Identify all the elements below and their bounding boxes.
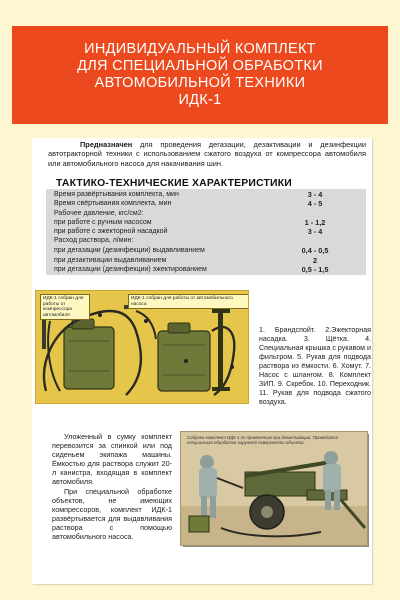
usage-paragraph-2: При специальной обработке объектов, не имеющих компрессоров, комплект ИДК-1 развёртывается для выдавливания раствора с помощью автомобильного насоса. [52, 486, 172, 542]
spec-row [54, 256, 364, 265]
photo-label-left: ИДК-1 собран для работы от компрессора автомобиля [40, 294, 90, 320]
parts-legend: 1. Брандспойт. 2.Эжекторная насадка. 3. Щётка. 4. Специальная крышка с рукавом и фильтром. 5. Рукав для подвода раствора из ёмкости. 6. Хомут. 7. Насос с шлангом. 8. Комплект ЗИП. 9. Скребок. 10. Переходник. 11. Рукав для подвода сжатого воздуха. [259, 326, 371, 406]
spec-row [54, 190, 364, 199]
photo-label-right: ИДК-1 собран для работы от автомобильного насоса [128, 294, 249, 309]
spec-value: 0,5 - 1,5 [301, 264, 329, 274]
spec-row [54, 227, 364, 236]
field-drawing [181, 432, 367, 545]
spec-label: при работе с эжекторной насадкой [54, 227, 168, 235]
title-line-2: ДЛЯ СПЕЦИАЛЬНОЙ ОБРАБОТКИ [77, 58, 323, 74]
spec-label: Время свёртывания комплекта, мин [54, 200, 172, 207]
usage-text [52, 432, 172, 541]
spec-row [54, 265, 364, 274]
spec-label: Время развёртывания комплекта, мин [54, 191, 179, 198]
title-line-3: АВТОМОБИЛЬНОЙ ТЕХНИКИ [94, 75, 306, 91]
intro-lead: Предназначен [80, 140, 133, 149]
specs-table [46, 189, 366, 275]
title-line-4: ИДК-1 [178, 92, 222, 108]
spec-row [54, 236, 364, 245]
spec-value: 1 - 1,2 [304, 217, 326, 227]
specs-title: ТАКТИКО-ТЕХНИЧЕСКИЕ ХАРАКТЕРИСТИКИ [56, 178, 292, 189]
spec-value: 3 - 4 [307, 226, 323, 236]
spec-value: 2 [312, 255, 318, 265]
intro-paragraph [48, 140, 366, 168]
spec-value: 3 - 4 [307, 190, 323, 199]
field-illustration [180, 431, 368, 546]
field-caption: Собрано комплект ИДК-1 по применению при дезактивации. Проводится специальная обработка наружной поверхности объекта. [187, 435, 338, 445]
spec-label: при дегазации (дезинфекции) эжектированием [54, 265, 207, 273]
spec-label: при работе с ручным насосом [54, 218, 152, 226]
kit-illustration [35, 290, 249, 404]
spec-label: при дегазации (дезинфекции) выдавливанием [54, 247, 205, 254]
intro-text: для проведения дегазации, дезактивации и дезинфекции автотракторной техники с использованием сжатого воздуха от компрессора автомобиля или автомобильного насоса для накачивания шин. [48, 140, 366, 168]
spec-row [54, 218, 364, 227]
spec-value: 0,4 - 0,5 [301, 246, 329, 255]
title-line-1: ИНДИВИДУАЛЬНЫЙ КОМПЛЕКТ [84, 41, 316, 57]
spec-row [54, 199, 364, 208]
spec-label: Рабочее давление, кгс/см2: [54, 209, 144, 217]
spec-label: Расход раствора, л/мин: [54, 237, 134, 244]
title-banner [12, 26, 388, 124]
usage-paragraph-1: Уложенный в сумку комплект перевозится за спинкой или под сиденьем экипажа машины. Ёмкостью для раствора служит 20-л канистра, входящая в комплект автомобиля. [52, 432, 172, 487]
spec-row [54, 209, 364, 218]
spec-label: при дезактивации выдавливанием [54, 256, 167, 264]
spec-value: 4 - 5 [307, 199, 323, 208]
spec-row [54, 246, 364, 255]
